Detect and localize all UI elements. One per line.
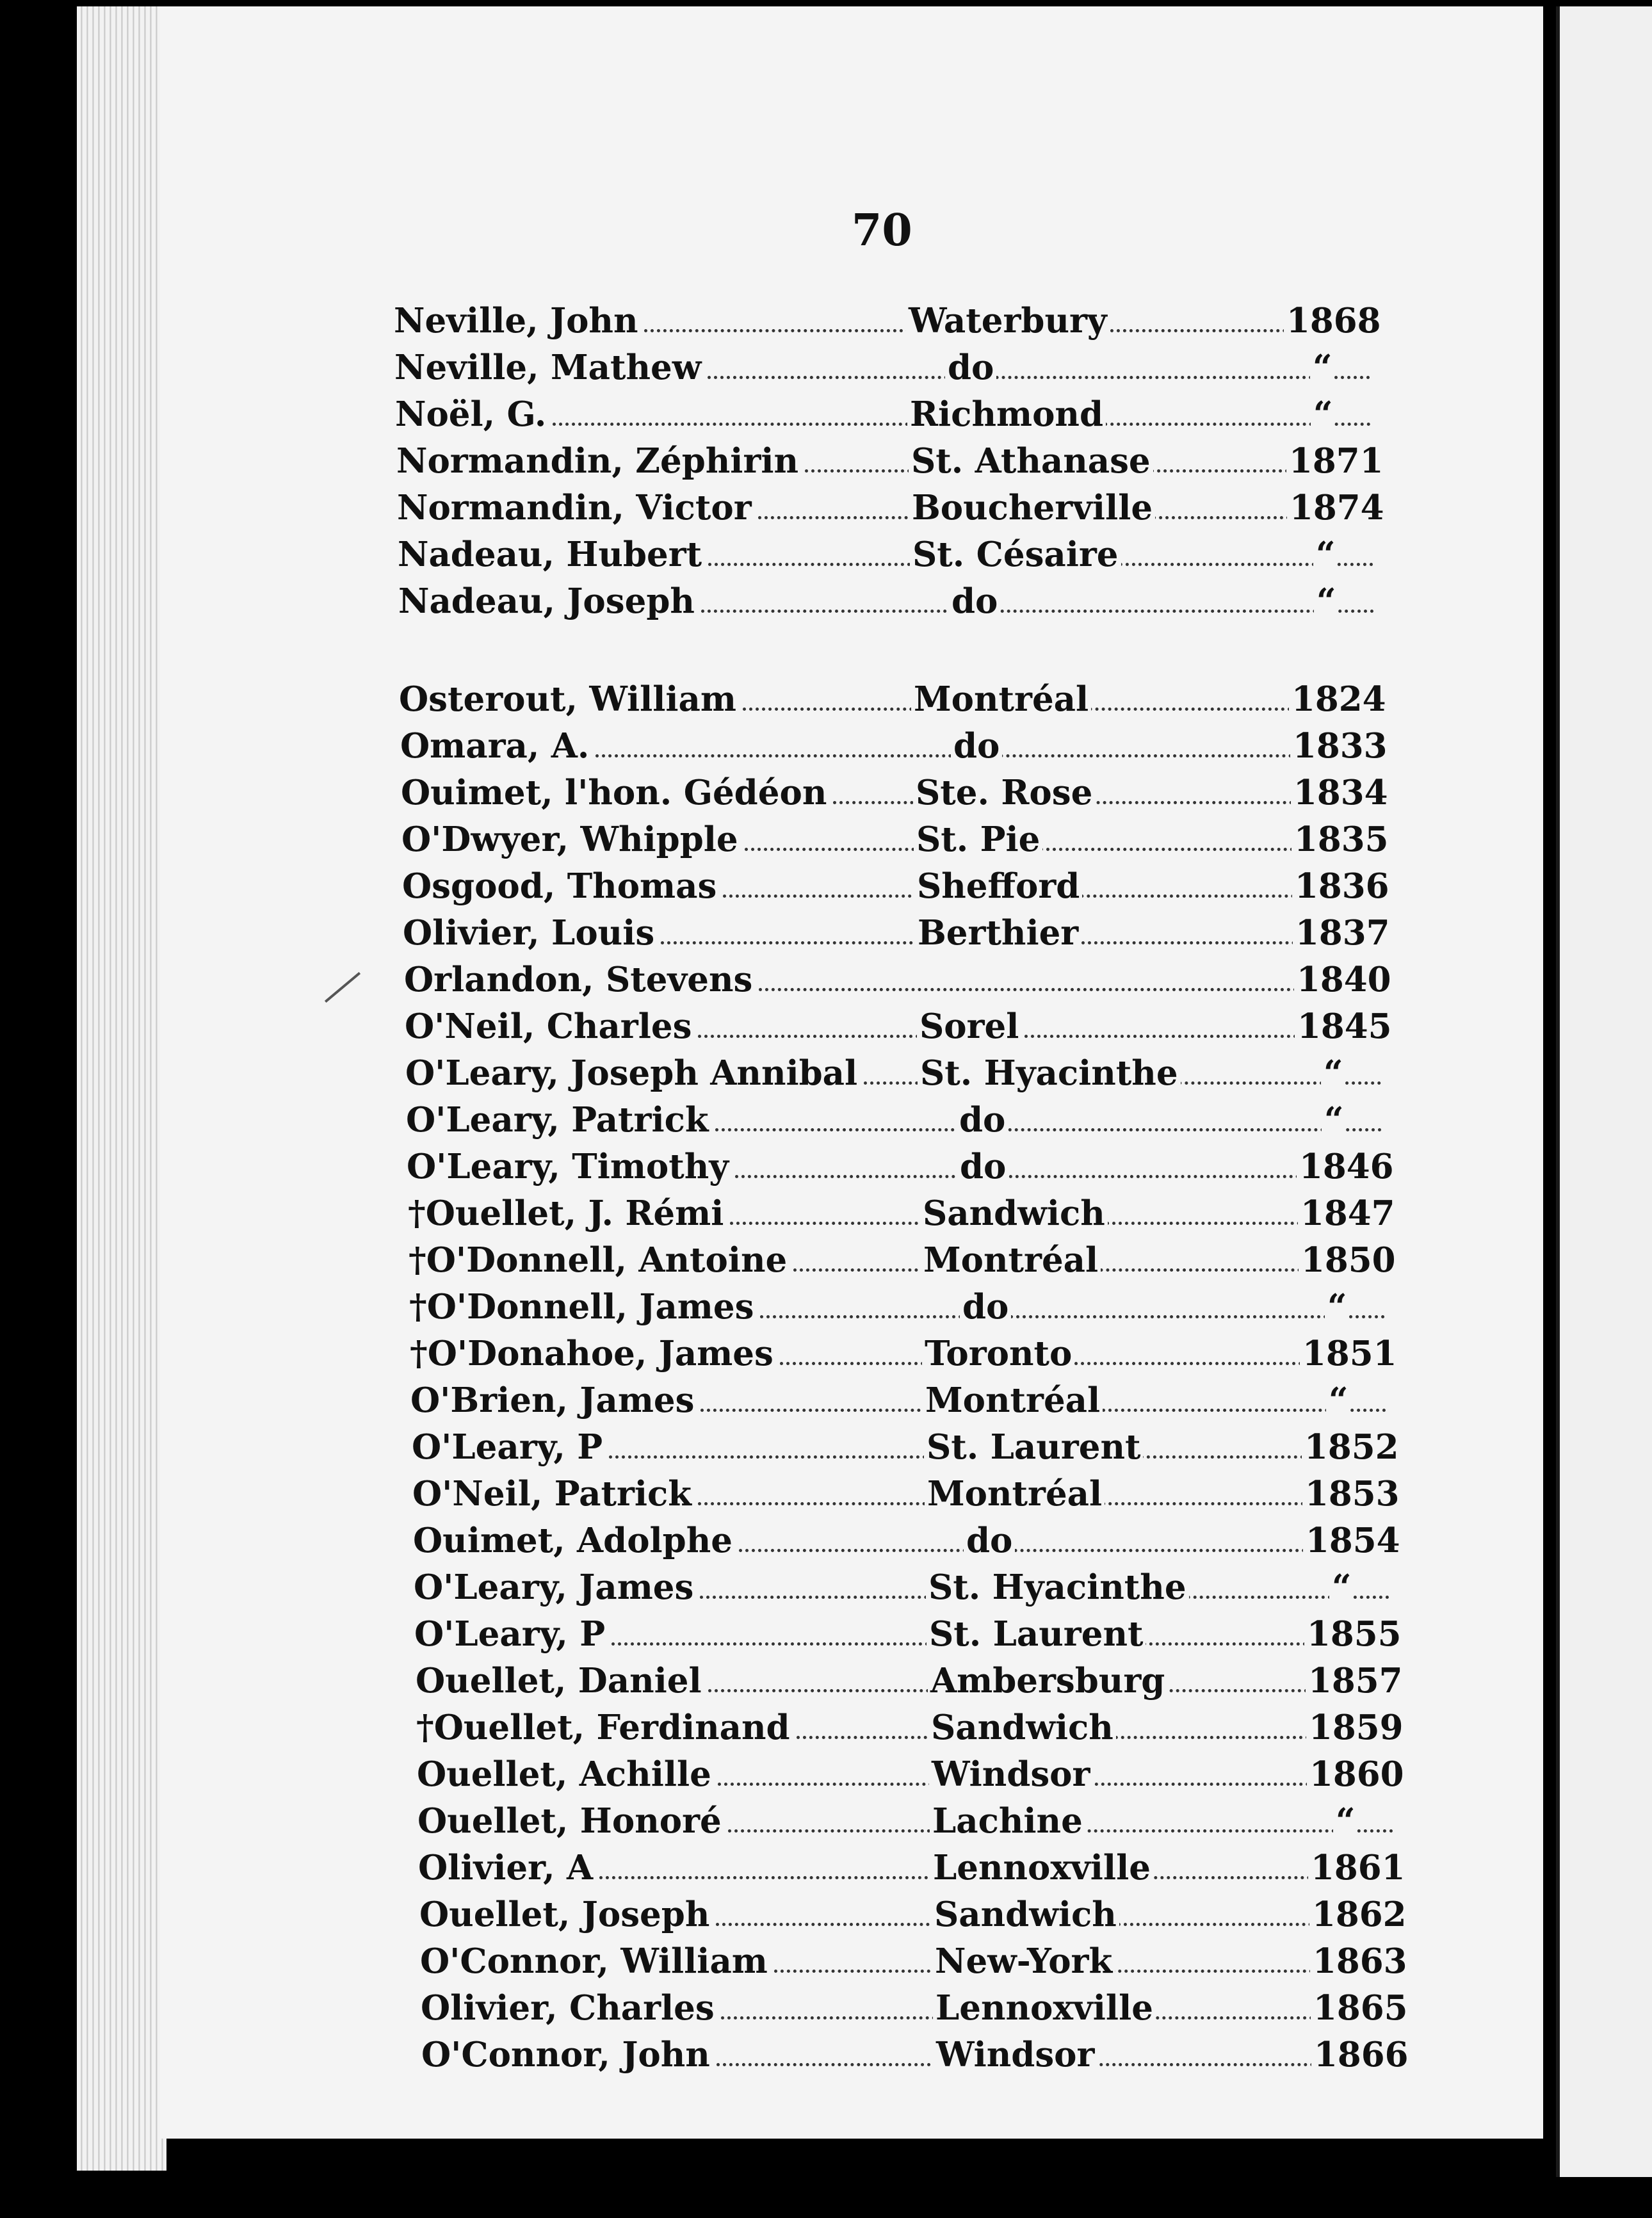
entry-year: 1871 [1286, 441, 1384, 481]
entry-place: New-York [932, 1941, 1115, 1981]
entry-place: St. Laurent [924, 1427, 1143, 1467]
entry-year: “ [1325, 1287, 1347, 1327]
register-entry [398, 581, 1378, 621]
entry-place: Montréal [911, 679, 1091, 719]
entry-name: O'Neil, Charles [405, 1007, 694, 1046]
entry-name: O'Neil, Patrick [412, 1474, 694, 1514]
entry-place: St. Laurent [927, 1614, 1146, 1654]
entry-name: Olivier, A [418, 1848, 595, 1888]
entry-name: †O'Donahoe, James [410, 1334, 776, 1373]
entry-place: do [960, 1287, 1011, 1327]
entry-name: O'Connor, William [420, 1941, 770, 1981]
dot-leader [708, 376, 1370, 379]
entry-name: Ouellet, Joseph [419, 1895, 712, 1934]
dot-leader [760, 1315, 1385, 1318]
entry-name: O'Leary, P [414, 1614, 608, 1654]
entry-year: 1846 [1297, 1147, 1394, 1186]
entry-place: Berthier [915, 913, 1081, 953]
register-entry [399, 679, 1386, 719]
entry-year: “ [1321, 1053, 1343, 1093]
register-entry [410, 1380, 1390, 1420]
entry-year: “ [1310, 348, 1332, 387]
entry-place: Montréal [921, 1240, 1101, 1280]
entry-year: “ [1333, 1801, 1356, 1841]
entry-place: Boucherville [909, 488, 1155, 528]
register-entry [414, 1567, 1393, 1607]
entry-year: “ [1314, 581, 1336, 621]
register-entry [417, 1801, 1397, 1841]
entry-name: O'Connor, John [421, 2035, 713, 2075]
entry-name: Olivier, Louis [403, 913, 657, 953]
register-entry [413, 1521, 1400, 1560]
entry-name: Ouellet, Achille [417, 1754, 714, 1794]
entry-name: O'Leary, Patrick [406, 1100, 711, 1140]
entry-year: 1859 [1306, 1708, 1404, 1747]
register-entry [401, 820, 1389, 859]
entry-name: Osgood, Thomas [402, 866, 719, 906]
entry-name: Normandin, Zéphirin [396, 441, 801, 481]
dot-leader [745, 848, 1377, 851]
register-entry [412, 1474, 1400, 1514]
entry-year: 1860 [1307, 1754, 1404, 1794]
entry-place: Ste. Rose [913, 773, 1095, 813]
register-entry [421, 2035, 1409, 2075]
entry-place: Lennoxville [933, 1988, 1156, 2028]
register-entry [394, 348, 1374, 387]
entry-name: O'Brien, James [410, 1380, 697, 1420]
register-entry [396, 441, 1384, 481]
entry-place: Sandwich [920, 1194, 1108, 1233]
register-entry [407, 1147, 1394, 1186]
entry-year: 1836 [1292, 866, 1389, 906]
entry-place: St. Athanase [909, 441, 1153, 481]
register-entry [403, 913, 1390, 953]
entry-name: †O'Donnell, Antoine [409, 1240, 790, 1280]
entry-place: do [957, 1100, 1008, 1140]
entry-name: Osterout, William [399, 679, 739, 719]
entry-name: O'Leary, James [414, 1567, 696, 1607]
entry-place: do [957, 1147, 1008, 1186]
entry-name: Nadeau, Hubert [398, 535, 704, 574]
entry-place: Windsor [929, 1754, 1092, 1794]
dot-leader [759, 988, 1380, 991]
register-entry [405, 1007, 1392, 1046]
entry-name: O'Dwyer, Whipple [401, 820, 741, 859]
register-entry [410, 1334, 1397, 1373]
register-entry [409, 1287, 1389, 1327]
entry-year: 1855 [1304, 1614, 1402, 1654]
entry-name: Neville, Mathew [394, 348, 704, 387]
register-entry [416, 1661, 1403, 1701]
register-entry [406, 1100, 1386, 1140]
entry-name: Orlandon, Stevens [404, 960, 755, 1000]
register-entry [419, 1895, 1407, 1934]
page-number: 70 [852, 205, 912, 256]
entry-name: O'Leary, Joseph Annibal [405, 1053, 860, 1093]
entry-year: “ [1311, 394, 1333, 434]
dot-leader [780, 1362, 1386, 1365]
entry-name: Nadeau, Joseph [398, 581, 697, 621]
entry-place: St. Hyacinthe [918, 1053, 1181, 1093]
entry-year: 1853 [1302, 1474, 1400, 1514]
entry-year: 1852 [1302, 1427, 1399, 1467]
entry-year: 1840 [1294, 960, 1391, 1000]
entry-year: 1834 [1291, 773, 1388, 813]
entry-place: do [951, 726, 1002, 766]
entry-year: 1857 [1306, 1661, 1403, 1701]
entry-name: Omara, A. [400, 726, 592, 766]
entry-year: “ [1313, 535, 1336, 574]
entry-place: do [964, 1521, 1015, 1560]
entry-place: St. Pie [914, 820, 1042, 859]
entry-place: Montréal [923, 1380, 1103, 1420]
register-entry [421, 1988, 1408, 2028]
entry-name: Ouimet, Adolphe [413, 1521, 735, 1560]
entry-place: Waterbury [906, 301, 1110, 341]
entry-name: Neville, John [394, 301, 640, 341]
entry-place: do [945, 348, 996, 387]
entry-year: 1824 [1289, 679, 1386, 719]
entry-year: “ [1326, 1380, 1348, 1420]
entry-year: 1866 [1311, 2035, 1409, 2075]
entry-name: Normandin, Victor [397, 488, 754, 528]
entry-year: 1845 [1295, 1007, 1392, 1046]
register-entry [397, 488, 1384, 528]
entry-place: Sandwich [928, 1708, 1116, 1747]
entry-year: 1865 [1311, 1988, 1408, 2028]
entry-place: Shefford [914, 866, 1082, 906]
entry-year: 1868 [1284, 301, 1381, 341]
entry-place: Ambersburg [928, 1661, 1167, 1701]
entry-place: St. Hyacinthe [926, 1567, 1189, 1607]
register-entry [416, 1708, 1404, 1747]
dot-leader [735, 1175, 1382, 1178]
register-entry [418, 1848, 1405, 1888]
entry-name: Ouellet, Daniel [416, 1661, 704, 1701]
entry-name: O'Leary, Timothy [407, 1147, 731, 1186]
entry-place: Toronto [922, 1334, 1074, 1373]
entry-year: 1837 [1293, 913, 1390, 953]
entry-place: Windsor [934, 2035, 1097, 2075]
entry-year: 1851 [1300, 1334, 1397, 1373]
entry-year: 1833 [1290, 726, 1388, 766]
entry-year: 1874 [1287, 488, 1384, 528]
entry-name: Olivier, Charles [421, 1988, 717, 2028]
register-entry [420, 1941, 1407, 1981]
entry-name: †O'Donnell, James [409, 1287, 756, 1327]
entry-place: Montréal [925, 1474, 1105, 1514]
entry-year: “ [1329, 1567, 1352, 1607]
entry-name: O'Leary, P [412, 1427, 605, 1467]
register-entry [414, 1614, 1402, 1654]
register-entry [401, 773, 1388, 813]
entry-place: Sandwich [932, 1895, 1119, 1934]
register-entry [398, 535, 1377, 574]
entry-place: do [949, 581, 1000, 621]
entry-name: Ouellet, Honoré [417, 1801, 724, 1841]
entry-name: †Ouellet, Ferdinand [416, 1708, 793, 1747]
entry-year: 1863 [1310, 1941, 1407, 1981]
entry-place: St. Césaire [910, 535, 1121, 574]
entry-place: Lennoxville [930, 1848, 1153, 1888]
entry-year: 1862 [1309, 1895, 1407, 1934]
entry-year: 1835 [1292, 820, 1389, 859]
register-entry [409, 1240, 1396, 1280]
dot-leader [698, 1035, 1381, 1038]
entry-year: 1854 [1303, 1521, 1400, 1560]
entry-name: Ouimet, l'hon. Gédéon [401, 773, 829, 813]
register-entry [395, 394, 1375, 434]
entry-place: Sorel [917, 1007, 1021, 1046]
entry-name: Noël, G. [395, 394, 549, 434]
register-entry [404, 960, 1391, 1000]
register-entry [402, 866, 1389, 906]
register-entry [408, 1194, 1395, 1233]
dot-leader [701, 610, 1374, 613]
dot-leader [739, 1549, 1389, 1552]
entry-place: Lachine [930, 1801, 1085, 1841]
register-entry [417, 1754, 1404, 1794]
entry-year: 1861 [1308, 1848, 1405, 1888]
entry-year: 1847 [1298, 1194, 1395, 1233]
entry-name: †Ouellet, J. Rémi [408, 1194, 726, 1233]
register-entry [394, 301, 1381, 341]
register-entry [405, 1053, 1385, 1093]
register-entry [412, 1427, 1399, 1467]
dot-leader [715, 1128, 1382, 1131]
entry-year: 1850 [1299, 1240, 1396, 1280]
entry-year: “ [1322, 1100, 1344, 1140]
register-entry [400, 726, 1388, 766]
entry-place: Richmond [907, 394, 1106, 434]
